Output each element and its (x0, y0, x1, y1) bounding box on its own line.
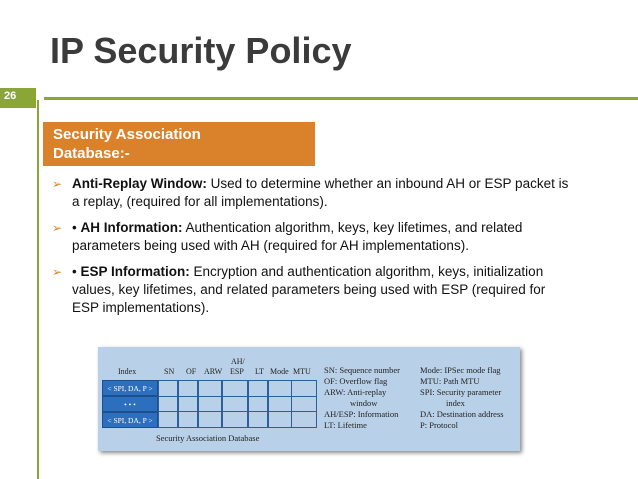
table-row-index: • • • (102, 396, 158, 412)
legend-item: ARW: Anti-replay (324, 387, 387, 397)
left-rule (37, 100, 39, 479)
bullet-esp-information (52, 263, 572, 317)
header-mode: Mode (270, 367, 289, 376)
legend-right (420, 365, 504, 431)
bullet-text: Authentication algorithm, keys, key lifetimes, and related parameters being used with AH (required for AH implementations). (72, 220, 523, 253)
sa-database-label (43, 122, 315, 166)
header-lt: LT (255, 367, 265, 376)
legend-item: OF: Overflow flag (324, 376, 388, 386)
slide-number-bar (0, 88, 36, 108)
arrow-bullet-icon: ➢ (52, 265, 63, 279)
header-ahesp-bottom: ESP (230, 367, 244, 376)
sad-figure (98, 347, 520, 451)
table-row-lines (158, 396, 317, 412)
header-index: Index (118, 367, 137, 376)
legend-left (324, 365, 400, 431)
legend-item: AH/ESP: Information (324, 409, 399, 419)
sad-table (102, 380, 317, 428)
legend-item: SN: Sequence number (324, 365, 401, 375)
bullet-term: AH Information: (80, 220, 183, 235)
table-row-index: < SPI, DA, P > (102, 380, 158, 396)
slide-title: IP Security Policy (50, 30, 352, 71)
sa-label-line1: Security Association (53, 126, 201, 143)
header-arw: ARW (204, 367, 223, 376)
bullet-term: Anti-Replay Window: (72, 176, 207, 191)
legend-item: Mode: IPSec mode flag (420, 365, 501, 375)
arrow-bullet-icon: ➢ (52, 221, 63, 235)
legend-item: SPI: Security parameter (420, 387, 502, 397)
bullet-term: ESP Information: (80, 264, 190, 279)
header-mtu: MTU (293, 367, 311, 376)
legend-item: index (446, 398, 465, 408)
sa-label-line2: Database:- (53, 145, 130, 162)
bullet-prefix: • (72, 264, 81, 279)
table-row-index: < SPI, DA, P > (102, 412, 158, 428)
arrow-bullet-icon: ➢ (52, 177, 63, 191)
title-divider (44, 97, 638, 100)
bullet-list (52, 175, 572, 325)
bullet-text: Encryption and authentication algorithm, keys, initialization values, key lifetimes, and related parameters being used with ESP (required for ESP implementations). (72, 264, 546, 315)
legend-item: LT: Lifetime (324, 420, 367, 430)
header-ahesp-top: AH/ (231, 357, 245, 366)
bullet-ah-information (52, 219, 572, 255)
header-sn: SN (164, 367, 175, 376)
legend-item: P: Protocol (420, 420, 459, 430)
header-of: OF (186, 367, 197, 376)
figure-caption: Security Association Database (156, 433, 260, 443)
bullet-prefix: • (72, 220, 81, 235)
legend-item: MTU: Path MTU (420, 376, 480, 386)
bullet-text: Used to determine whether an inbound AH or ESP packet is a replay, (required for all implementations). (72, 176, 569, 209)
slide-number: 26 (4, 90, 17, 102)
bullet-anti-replay (52, 175, 572, 211)
legend-item: window (350, 398, 378, 408)
legend-item: DA: Destination address (420, 409, 504, 419)
